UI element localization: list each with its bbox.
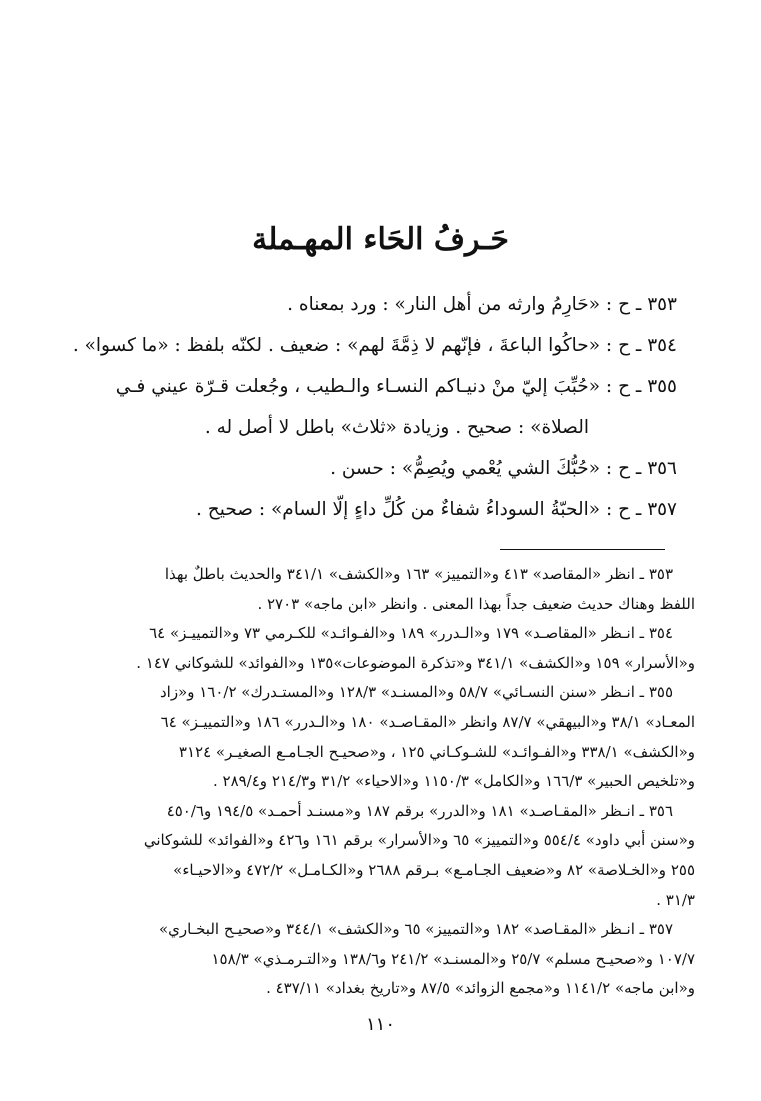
entry-text: : «حُبُّكَ الشي يُعْمي ويُصِمُّ» : حسن .: [330, 458, 613, 479]
footnote-separator: [500, 549, 665, 550]
footnotes: [65, 560, 695, 1004]
footnote-line: ١٠٧/٧ و«صحيـح مسلم» ٢٥/٧ و«المسنـد» ٢٤١/٢ و١٣٨/٦ و«التـرمـذي» ١٥٨/٣: [211, 949, 695, 968]
footnote-line: ٣٥٣ ـ انظر «المقاصد» ٤١٣ و«التمييز» ١٦٣ و«الكشف» ٣٤١/١ والحديث باطلٌ بهذا: [164, 565, 673, 583]
footnote: [65, 560, 695, 619]
footnote-line: ٣٥٧ ـ انـظر «المقـاصد» ١٨٢ و«التمييز» ٦٥ و«الكشف» ٣٤٤/١ و«صحيـح البخـاري»: [158, 920, 673, 939]
footnote-line: ٣٥٥ ـ انـظر «سنن النسـائي» ٥٨/٧ و«المسنـد» ١٢٨/٣ و«المستـدرك» ١٦٠/٢ و«زاد: [159, 683, 673, 702]
entry-number: ٣٥٥ ـ ح: [618, 376, 677, 397]
footnote-line: ٢٥٥ و«الخـلاصة» ٨٢ و«ضعيف الجـامـع» بـرقم ٢٦٨٨ و«الكـامـل» ٤٧٢/٢ و«الاحيـاء»: [173, 860, 695, 879]
footnote: [65, 678, 695, 796]
entry-number: ٣٥٤ ـ ح: [618, 335, 677, 356]
hadith-entry: [65, 325, 677, 366]
footnote-line: و«الكشف» ٣٣٨/١ و«الفـوائـد» للشـوكـاني ١٢٥ ، و«صحيـح الجـامـع الصغيـر» ٣١٢٤: [178, 742, 695, 761]
footnote: [65, 797, 695, 915]
entry-number: ٣٥٧ ـ ح: [618, 499, 677, 520]
hadith-entry: [65, 489, 677, 530]
entry-number: ٣٥٣ ـ ح: [618, 294, 677, 315]
entry-text: : «حُبِّبَ إليّ منْ دنيـاكم النسـاء والـطيب ، وجُعلت قـرّة عيني فـي: [115, 376, 613, 397]
footnote: [65, 619, 695, 678]
chapter-title: حَـرفُ الحَاء المهـملة: [252, 222, 509, 257]
footnote-line: ٣٥٦ ـ انـظر «المقـاصـد» ١٨١ و«الدرر» برقم ١٨٧ و«مسنـد أحمـد» ١٩٤/٥ و٤٥٠/٦: [166, 801, 673, 820]
entry-text: : «حَارِمُ وارثه من أهل النار» : ورد بمعناه .: [287, 294, 613, 315]
entry-text: : «حاكُوا الباعةَ ، فإنّهم لا ذِمَّةَ لهم» : ضعيف . لكنّه بلفظ : «ما كسوا» .: [72, 335, 613, 356]
hadith-entry: [65, 284, 677, 325]
footnote-line: و«سنن أبي داود» ٥٥٤/٤ و«التمييز» ٦٥ و«الأسرار» برقم ١٦١ و٤٢٦ و«الفوائد» للشوكاني: [143, 831, 695, 850]
footnote: [65, 915, 695, 1004]
page-number: ١١٠: [365, 1014, 395, 1035]
footnote-line: ٣١/٣ .: [656, 890, 695, 909]
footnote-line: و«ابن ماجه» ١١٤١/٢ و«مجمع الزوائد» ٨٧/٥ و«تاريخ بغداد» ٤٣٧/١١ .: [266, 979, 695, 998]
footnote-line: اللفظ وهناك حديث ضعيف جداً بهذا المعنى . وانظر «ابن ماجه» ٢٧٠٣ .: [257, 594, 695, 613]
hadith-entry: [65, 366, 677, 448]
hadith-entry: [65, 448, 677, 489]
footnote-line: ٣٥٤ ـ انـظر «المقاصـد» ١٧٩ و«الـدرر» ١٨٩ و«الفـوائـد» للكـرمي ٧٣ و«التمييـز» ٦٤: [149, 624, 673, 643]
entry-continuation: الصلاة» : صحيح . وزيادة «ثلاث» باطل لا أصل له .: [204, 417, 589, 438]
footnote-line: و«الأسرار» ١٥٩ و«الكشف» ٣٤١/١ و«تذكرة الموضوعات»١٣٥ و«الفوائد» للشوكاني ١٤٧ .: [136, 653, 695, 672]
entry-text: : «الحبّةُ السوداءُ شفاءٌ من كُلِّ داءٍ إلّا السام» : صحيح .: [196, 499, 613, 520]
hadith-entries: [65, 284, 677, 530]
footnote-line: المعـاد» ٣٨/١ و«البيهقي» ٨٧/٧ وانظر «المقـاصـد» ١٨٠ و«الـدرر» ١٨٦ و«التمييـز» ٦٤: [160, 712, 695, 731]
entry-number: ٣٥٦ ـ ح: [618, 458, 677, 479]
footnote-line: و«تلخيص الحبير» ١٦٦/٣ و«الكامل» ١١٥٠/٣ و«الاحياء» ٣١/٢ و٢١٤/٣ و٢٨٩/٤ .: [212, 772, 695, 791]
